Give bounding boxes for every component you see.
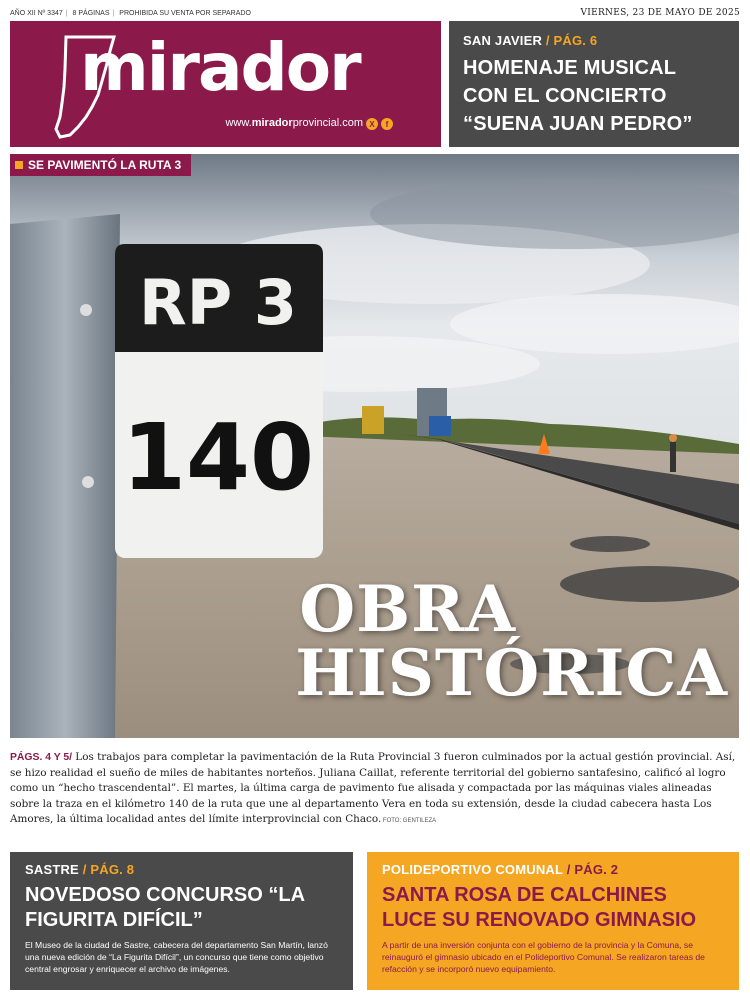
main-story-tag: SE PAVIMENTÓ LA RUTA 3 xyxy=(10,154,191,176)
x-icon[interactable]: X xyxy=(366,118,378,130)
main-story-pages-ref: PÁGS. 4 Y 5/ xyxy=(10,752,72,763)
top-story-headline: HOMENAJE MUSICAL CON EL CONCIERTO “SUENA JUAN PEDRO” xyxy=(463,57,693,135)
main-story-body: PÁGS. 4 Y 5/ Los trabajos para completar la pavimentación de la Ruta Provincial 3 fueron culminados por la actual gestión provincial. Así, se hizo realidad el sueño de miles de habitantes norteños. Juliana Caillat, referente territorial del gobierno santafesino, calificó al logro como un “hecho trascendental”. El martes, la última carga de pavimento fue alisada y compactada por las máquinas viales alineadas sobre la traza en el kilómetro 140 de la ruta que une al departamento Vera en toda su extensión, desde la ciudad cabecera hasta Los Amores, la última localidad antes del límite interprovincial con Chaco. FOTO: GENTILEZA xyxy=(10,751,736,825)
masthead xyxy=(10,21,441,147)
sign-km-text: 140 xyxy=(121,404,315,511)
social-icons xyxy=(366,118,393,130)
issue-date: VIERNES, 23 DE MAYO DE 2025 xyxy=(580,8,740,18)
website-link[interactable]: www.miradorprovincial.com xyxy=(225,117,363,129)
sastre-summary: El Museo de la ciudad de Sastre, cabecera del departamento San Martín, lanzó una nueva edición de “La Figurita Difícil”, un concurso que tiene como objetivo central engrosar y enriquecer el archivo de imágenes. xyxy=(25,940,328,974)
edition-info: AÑO XII Nº 3347 | 8 PÁGINAS | PROHIBIDA SU VENTA POR SEPARADO xyxy=(10,9,251,17)
gym-headline: SANTA ROSA DE CALCHINES LUCE SU RENOVADO GIMNASIO xyxy=(382,884,697,931)
gym-summary: A partir de una inversión conjunta con el gobierno de la provincia y la Comuna, se reinauguró el gimnasio ubicado en el Polideportivo Comunal. Se realizaron tareas de refacción y se incorporó nuevo equipamiento. xyxy=(382,940,705,974)
edition-number: AÑO XII Nº 3347 xyxy=(10,9,63,17)
square-bullet-icon xyxy=(15,161,23,169)
sign-route-text: RP 3 xyxy=(139,266,297,339)
facebook-icon[interactable]: f xyxy=(381,118,393,130)
gym-story-box[interactable] xyxy=(367,852,739,990)
sastre-kicker: SASTRE / PÁG. 8 xyxy=(25,862,135,877)
main-headline-line2: HISTÓRICA xyxy=(295,636,728,711)
sastre-story-box[interactable] xyxy=(10,852,353,990)
page-count: 8 PÁGINAS xyxy=(72,9,110,17)
gym-kicker: POLIDEPORTIVO COMUNAL / PÁG. 2 xyxy=(382,862,619,877)
top-story-kicker: SAN JAVIER / PÁG. 6 xyxy=(463,33,598,48)
top-story-box[interactable] xyxy=(449,21,739,147)
sale-notice: PROHIBIDA SU VENTA POR SEPARADO xyxy=(119,9,251,17)
edition-info-bar xyxy=(10,6,740,20)
main-headline xyxy=(295,572,728,711)
main-headline-line1: OBRA xyxy=(299,572,516,647)
newspaper-logo: mirador xyxy=(80,29,360,106)
sastre-headline: NOVEDOSO CONCURSO “LA FIGURITA DIFÍCIL” xyxy=(25,884,305,931)
photo-credit: FOTO: GENTILEZA xyxy=(381,818,437,824)
